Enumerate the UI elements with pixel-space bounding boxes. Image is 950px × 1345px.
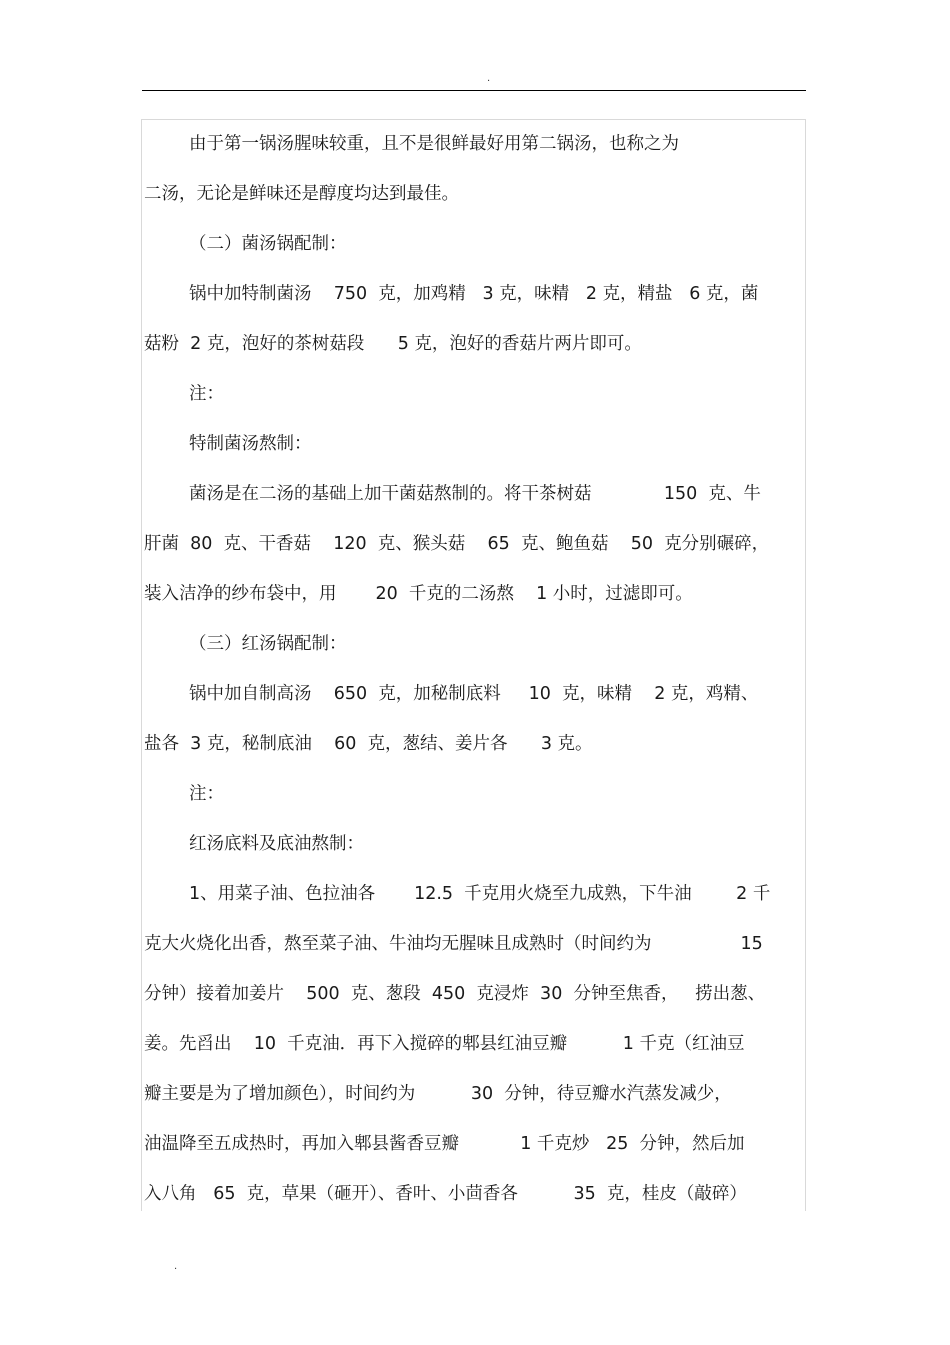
text-line: 入八角 65 克，草果（砸开）、香叶、小茴香各 35 克，桂皮（敲碎） [144,1184,747,1204]
text-line: 1、用菜子油、色拉油各 12.5 千克用火烧至九成熟，下牛油 2 千 [189,884,771,904]
section-heading: （三）红汤锅配制： [189,634,347,654]
text-line: 肝菌 80 克、干香菇 120 克、猴头菇 65 克、鲍鱼菇 50 克分别碾碎， [144,534,770,554]
note-label: 注： [189,384,224,404]
text-line: 盐各 3 克，秘制底油 60 克，葱结、姜片各 3 克。 [144,734,593,754]
text-line: 菇粉 2 克，泡好的茶树菇段 5 克，泡好的香菇片两片即可。 [144,334,642,354]
text-line: 瓣主要是为了增加颜色），时间约为 30 分钟，待豆瓣水汽蒸发减少， [144,1084,732,1104]
text-line: 油温降至五成热时，再加入郫县酱香豆瓣 1 千克炒 25 分钟，然后加 [144,1134,745,1154]
text-line: 克大火烧化出香，熬至菜子油、牛油均无腥味且成熟时（时间约为 15 [144,934,763,954]
text-line: 锅中加自制高汤 650 克，加秘制底料 10 克，味精 2 克，鸡精、 [189,684,759,704]
note-label: 注： [189,784,224,804]
text-line: 装入洁净的纱布袋中，用 20 千克的二汤熬 1 小时，过滤即可。 [144,584,693,604]
text-line: 菌汤是在二汤的基础上加干菌菇熬制的。将干茶树菇 150 克、牛 [189,484,761,504]
text-line: 姜。先舀出 10 千克油．再下入搅碎的郫县红油豆瓣 1 千克（红油豆 [144,1034,745,1054]
subheading: 红汤底料及底油熬制： [189,834,364,854]
text-line: 由于第一锅汤腥味较重，且不是很鲜最好用第二锅汤，也称之为 [189,134,679,154]
subheading: 特制菌汤熬制： [189,434,312,454]
header-dot: . [487,73,491,84]
section-heading: （二）菌汤锅配制： [189,234,347,254]
header-rule [142,90,806,91]
footer-dot: . [174,1261,178,1272]
text-line: 二汤，无论是鲜味还是醇度均达到最佳。 [144,184,459,204]
text-line: 锅中加特制菌汤 750 克，加鸡精 3 克，味精 2 克，精盐 6 克，菌 [189,284,759,304]
text-line: 分钟）接着加姜片 500 克、葱段 450 克浸炸 30 分钟至焦香， 捞出葱、 [144,984,766,1004]
